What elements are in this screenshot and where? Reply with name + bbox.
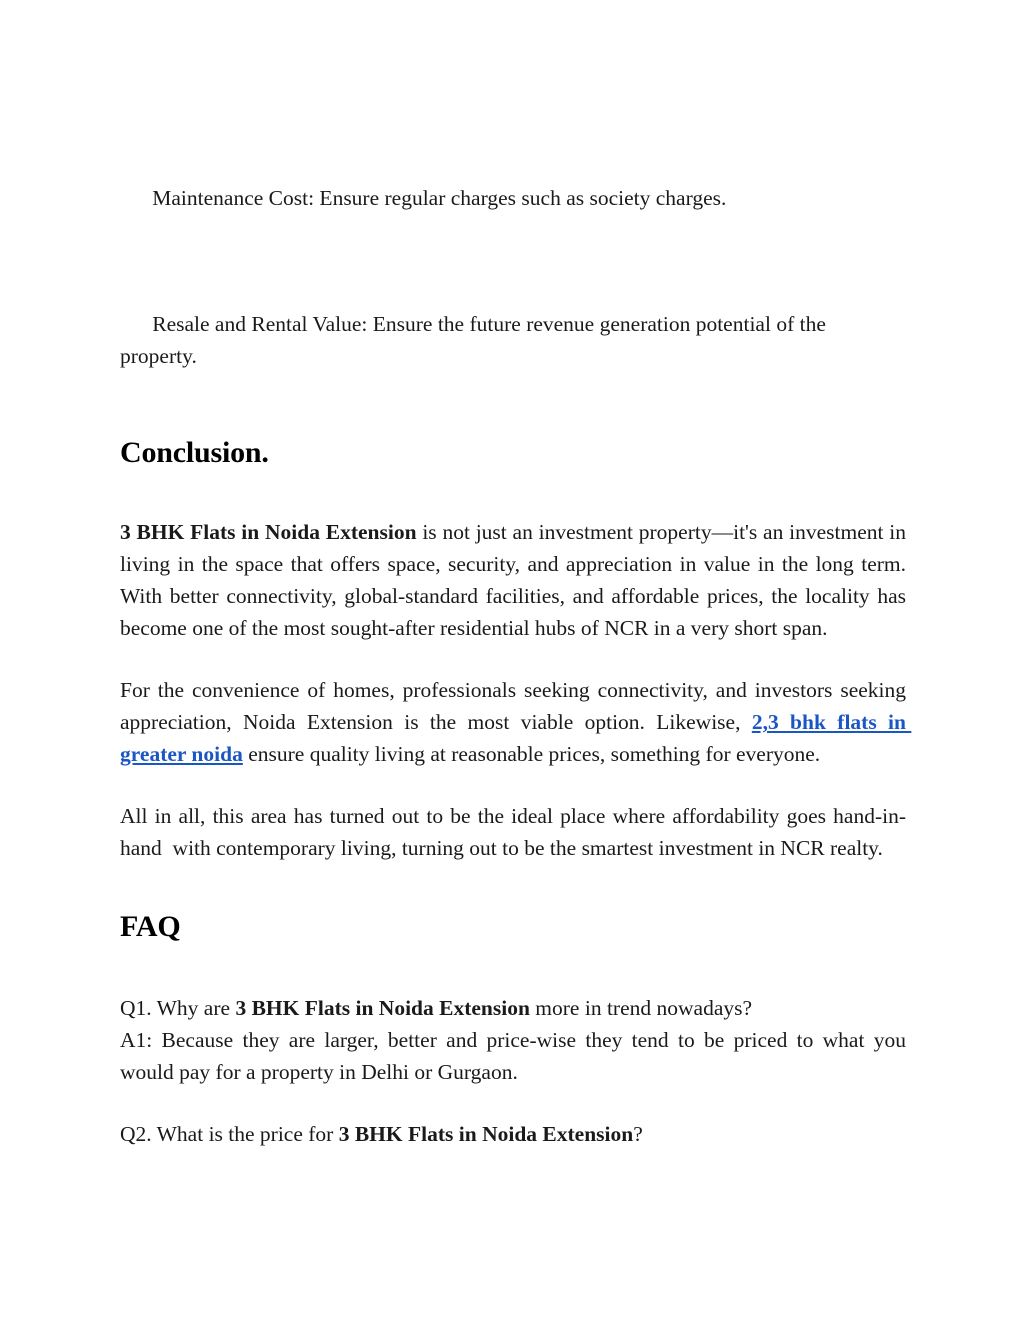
heading-faq: FAQ bbox=[120, 910, 181, 943]
paragraph-conclusion-1 bbox=[120, 516, 912, 644]
faq-q1-tail: more in trend nowadays? bbox=[529, 996, 753, 1020]
conclusion-p3-body: All in all, this area has turned out to be the ideal place where affordability goes hand-in-hand with contemporary living, turning out to be the smartest investment in NCR realty. bbox=[120, 804, 906, 860]
faq-question-1 bbox=[120, 992, 906, 1024]
document-content-column bbox=[120, 150, 912, 1150]
paragraph-maintenance-cost bbox=[120, 150, 906, 246]
paragraph-conclusion-3 bbox=[120, 800, 906, 864]
faq-q1-lead: Q1. Why are bbox=[120, 996, 236, 1020]
link-2-3-bhk-flats-greater-noida[interactable]: 2,3 bhk flats in greater noida bbox=[120, 710, 912, 766]
heading-conclusion: Conclusion. bbox=[120, 436, 269, 469]
maintenance-cost-text: Maintenance Cost: Ensure regular charges such as society charges. bbox=[152, 186, 727, 210]
faq-q2-lead: Q2. What is the price for bbox=[120, 1122, 339, 1146]
conclusion-p1-body: is not just an investment property—it's an investment in living in the space that offers space, security, and appreciation in value in the long term. With better connectivity, global-standard facilities, and affordable prices, the locality has become one of the most sought-after residential hubs of NCR in a very short span. bbox=[120, 520, 912, 640]
paragraph-resale-rental-value bbox=[120, 276, 906, 404]
paragraph-conclusion-2 bbox=[120, 674, 912, 770]
resale-rental-value-text: Resale and Rental Value: Ensure the future revenue generation potential of the property. bbox=[120, 312, 832, 368]
paragraph-faq-q1-a1 bbox=[120, 992, 912, 1088]
faq-q2-tail: ? bbox=[633, 1122, 643, 1146]
conclusion-keyword-bold: 3 BHK Flats in Noida Extension bbox=[120, 520, 417, 544]
conclusion-p2-lead: For the convenience of homes, professionals seeking connectivity, and investors seeking appreciation, Noida Extension is the most viable option. Likewise, bbox=[120, 678, 912, 734]
faq-answer-1: A1: Because they are larger, better and price-wise they tend to be priced to what you would pay for a property in Delhi or Gurgaon. bbox=[120, 1028, 912, 1084]
conclusion-p2-tail: ensure quality living at reasonable prices, something for everyone. bbox=[242, 742, 821, 766]
faq-q1-keyword-bold: 3 BHK Flats in Noida Extension bbox=[235, 996, 530, 1020]
paragraph-faq-q2 bbox=[120, 1118, 906, 1150]
faq-q2-keyword-bold: 3 BHK Flats in Noida Extension bbox=[338, 1122, 634, 1146]
